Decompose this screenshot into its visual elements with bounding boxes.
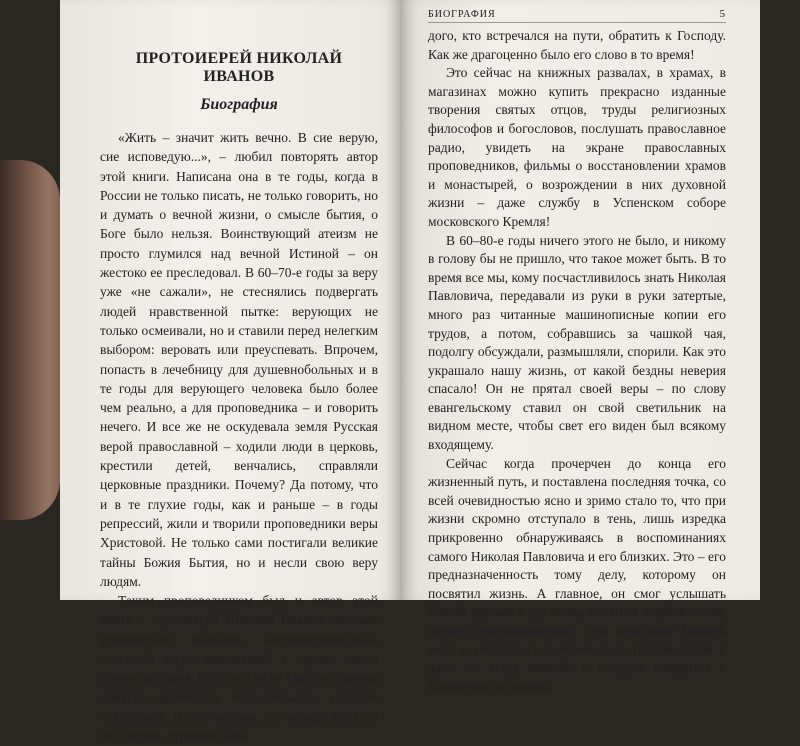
finger	[0, 160, 60, 520]
right-page-text	[428, 27, 726, 696]
page-title: ПРОТОИЕРЕЙ НИКОЛАЙ ИВАНОВ	[135, 50, 343, 85]
paragraph: Таким проповедником был и автор этой книги – протоиерей Николай Иванов: человек удивительно цельной, бескомпромиссной, огненной веры, вмещавший в сердце своем такую любовь к Богу, что ее не смогли сломить никакие жизненные обстоятельства, никакие искушения. И эту любовь, эту жажду Бога он нес людям, стремясь каж-	[100, 593, 378, 744]
left-page-text	[100, 128, 378, 746]
paragraph: В 60–80-е годы ничего этого не было, и никому в голову бы не пришло, что такое может быть. В то время все мы, кому посчастливилось знать Николая Павловича, передавали из руки в руки затертые, много раз читанные машинописные копии его трудов, а потом, собравшись за чашкой чая, подолгу обсуждали, размышляли, спорили. Как это украшало нашу жизнь, от какой бездны неверия спасало! Он не прятал своей веры – по слову евангельскому ставил он свой светильник на видном месте, чтобы свет его виден был всякому входящему.	[428, 232, 726, 453]
paragraph: Сейчас когда прочерчен до конца его жизненный путь, и поставлена последняя точка, со всей очевидностью ясно и зримо стало то, что при жизни скромно отступало в тень, лишь изредка прикровенно обнаруживаясь в воспоминаниях самого Николая Павловича и его близких. Это – его предназначенность тому делу, которому он посвятил жизнь. А главное, он смог услышать Божий призыв и до конца остаться верным этому своему предназначению. Это сочетание Божией воли и свободного человеческого произволения и дало тот плод многий, о котором говорится в Евангелии от Иоанна.	[428, 455, 726, 694]
right-page	[400, 0, 760, 694]
running-head-title: БИОГРАФИЯ	[428, 9, 496, 20]
paragraph: дого, кто встречался на пути, обратить к Господу. Как же драгоценно было его слово в то время!	[428, 28, 726, 62]
left-page	[60, 0, 400, 744]
running-header	[428, 8, 726, 23]
paragraph: «Жить – значит жить вечно. В сие верую, сие исповедую...», – любил повторять автор этой книги. Написана она в те годы, когда в России не только писать, не только говорить, но и думать о вечной жизни, о смысле бытия, о Боге было нельзя. Воинствующий атеизм не просто глумился над вечной Истиной – он жестоко ее преследовал. В 60–70-е годы за веру уже «не сажали», не стеснялись подвергать людей нравственной пытке: верующих не только осмеивали, но и ставили перед нелегким выбором: веровать или преуспевать. Впрочем, попасть в лечебницу для душевнобольных и в те годы для верующего человека было более чем реально, а для проповедника – и говорить нечего. И все же не оскудевала земля Русская верой православной – ходили люди в церковь, крестили детей, венчались, справляли церковные праздники. Почему? Да потому, что и в те глухие годы, как и раньше – в годы репрессий, жили и творили проповедники веры Христовой. Не только сами постигали великие тайны Божия Бытия, но и несли свою веру людям.	[100, 130, 378, 589]
open-book	[60, 0, 760, 744]
section-subtitle: Биография	[200, 96, 278, 113]
page-number: 5	[719, 8, 726, 20]
paragraph: Это сейчас на книжных развалах, в храмах, в магазинах можно купить прекрасно изданные творения святых отцов, труды религиозных философов и богословов, послушать православное радио, увидеть на экране православных проповедников, фильмы о восстановлении храмов и монастырей, о возрождении в них духовной жизни – даже службу в Успенском соборе московского Кремля!	[428, 65, 726, 229]
